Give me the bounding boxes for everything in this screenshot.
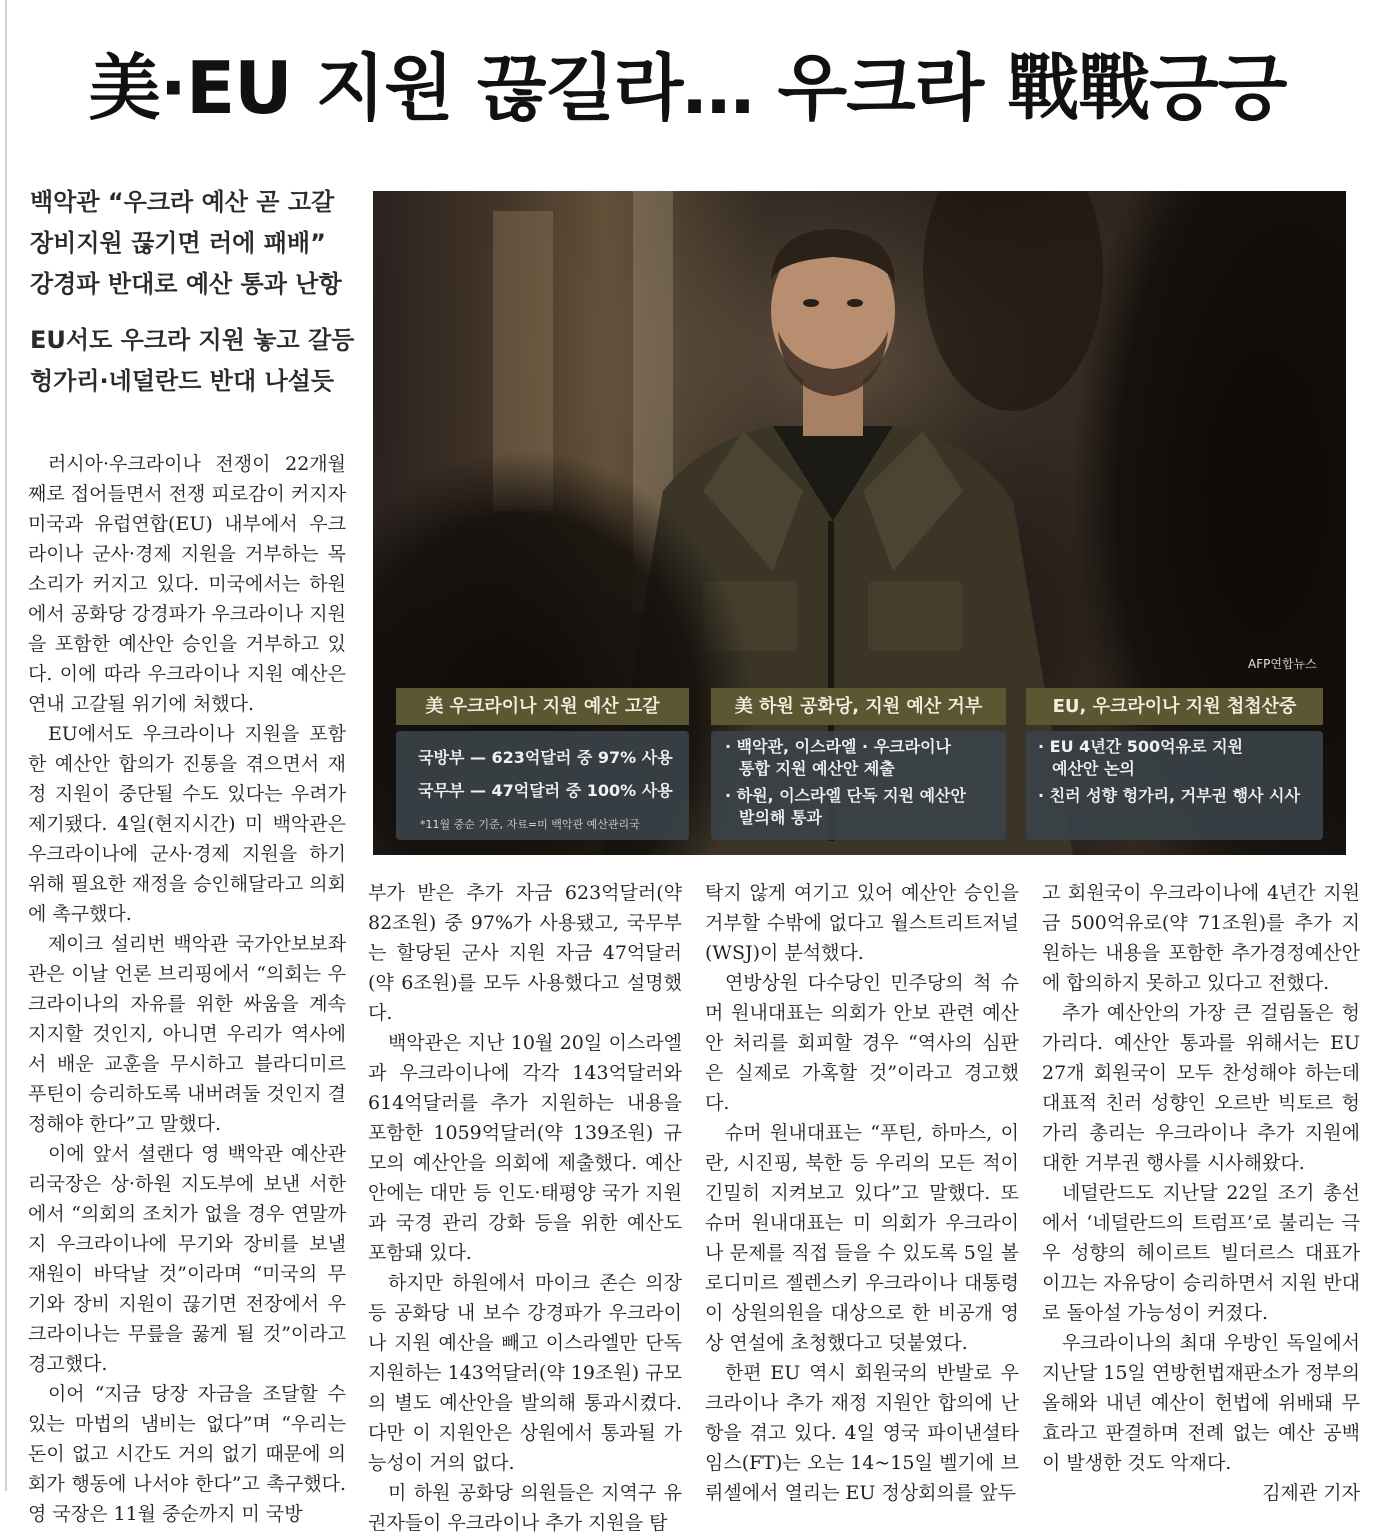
info-bullet: · 백악관, 이스라엘 · 우크라이나 통합 지원 예산안 제출	[725, 737, 951, 778]
budget-stat: 국방부 — 623억달러 중 97% 사용	[418, 748, 673, 767]
article-paragraph: 제이크 설리번 백악관 국가안보보좌관은 이날 언론 브리핑에서 “의회는 우크라이나의 자유를 위한 싸움을 계속 지지할 것인지, 아니면 우리가 역사에서 배운 교훈을 무시하고 블라디미르 푸틴이 승리하도록 내버려둘 것인지 결정해야 한다”고 말했다.	[28, 933, 346, 1135]
article-column-1	[28, 449, 346, 1529]
article-paragraph: 탁지 않게 여기고 있어 예산안 승인을 거부할 수밖에 없다고 월스트리트저널(WSJ)이 분석했다.	[705, 882, 1019, 964]
article-paragraph: 백악관은 지난 10월 20일 이스라엘과 우크라이나에 각각 143억달러와 614억달러를 추가 지원하는 내용을 포함한 1059억달러(약 139조원) 규모의 예산안을 의회에 제출했다. 예산안에는 대만 등 인도·태평양 국가 지원과 국경 관리 강화 등을 위한 예산도 포함돼 있다.	[368, 1032, 682, 1264]
article-paragraph: 이에 앞서 셜랜다 영 백악관 예산관리국장은 상·하원 지도부에 보낸 서한에서 “의회의 조치가 없을 경우 연말까지 우크라이나에 무기와 장비를 보낼 재원이 바닥날 것”이라며 “미국의 무기와 장비 지원이 끊기면 전장에서 우크라이나는 무릎을 꿇게 될 것”이라고 경고했다.	[28, 1143, 346, 1375]
article-column-4	[1042, 878, 1360, 1508]
info-bullet: · 친러 성향 헝가리, 거부권 행사 시사	[1038, 786, 1300, 805]
article-paragraph: 고 회원국이 우크라이나에 4년간 지원금 500억유로(약 71조원)를 추가 지원하는 내용을 포함한 추가경정예산안에 합의하지 못하고 있다고 전했다.	[1042, 882, 1360, 994]
byline: 김제관 기자	[1262, 1482, 1360, 1504]
info-panel-3	[1026, 731, 1323, 840]
subheadline-line: 장비지원 끊기면 러에 패배”	[30, 229, 326, 257]
subheadline-group-2	[30, 320, 360, 402]
headline: 美·EU 지원 끊길라… 우크라 戰戰긍긍	[88, 46, 1287, 130]
article-paragraph: 연방상원 다수당인 민주당의 척 슈머 원내대표는 의회가 안보 관련 예산안 처리를 회피할 경우 “역사의 심판은 실제로 가혹할 것”이라고 경고했다.	[705, 972, 1019, 1114]
info-panel-1-title: 美 우크라이나 지원 예산 고갈	[396, 688, 689, 725]
subheadline-line: 강경파 반대로 예산 통과 난항	[30, 270, 342, 298]
article-paragraph: 슈머 원내대표는 “푸틴, 하마스, 이란, 시진핑, 북한 등 우리의 모든 적이 긴밀히 지켜보고 있다”고 말했다. 또 슈머 원내대표는 미 의회가 우크라이나 문제를 직접 들을 수 있도록 5일 볼로디미르 젤렌스키 우크라이나 대통령이 상원의원을 대상으로 한 비공개 영상 연설에 초청했다고 덧붙였다.	[705, 1122, 1019, 1354]
article-paragraph: EU에서도 우크라이나 지원을 포함한 예산안 합의가 진통을 겪으면서 재정 지원이 중단될 수도 있다는 우려가 제기됐다. 4일(현지시간) 미 백악관은 우크라이나에 군사·경제 지원을 하기 위해 필요한 재정을 승인해달라고 의회에 촉구했다.	[28, 723, 346, 925]
article-column-2	[368, 878, 682, 1538]
left-edge-rule	[5, 0, 7, 1491]
article-paragraph: 러시아·우크라이나 전쟁이 22개월째로 접어들면서 전쟁 피로감이 커지자 미국과 유럽연합(EU) 내부에서 우크라이나 군사·경제 지원을 거부하는 목소리가 커지고 있다. 미국에서는 하원에서 공화당 강경파가 우크라이나 지원을 포함한 예산안 승인을 거부하고 있다. 이에 따라 우크라이나 지원 예산은 연내 고갈될 위기에 처했다.	[28, 453, 346, 715]
article-column-3	[705, 878, 1019, 1508]
subheadline-line: 헝가리·네덜란드 반대 나설듯	[30, 367, 335, 395]
article-paragraph: 추가 예산안의 가장 큰 걸림돌은 헝가리다. 예산안 통과를 위해서는 EU 27개 회원국이 모두 찬성해야 하는데 대표적 친러 성향인 오르반 빅토르 헝가리 총리는 우크라이나 추가 지원에 대한 거부권 행사를 시사해왔다.	[1042, 1002, 1360, 1174]
photo-credit: AFP연합뉴스	[1248, 657, 1317, 671]
info-panel-2-title: 美 하원 공화당, 지원 예산 거부	[711, 688, 1006, 725]
subheadline-line: 백악관 “우크라 예산 곧 고갈	[30, 188, 335, 216]
source-note: *11월 중순 기준, 자료=미 백악관 예산관리국	[420, 818, 640, 831]
article-paragraph: 한편 EU 역시 회원국의 반발로 우크라이나 추가 재정 지원안 합의에 난항을 겪고 있다. 4일 영국 파이낸셜타임스(FT)는 오는 14~15일 벨기에 브뤼셀에서 열리는 EU 정상회의를 앞두	[705, 1362, 1019, 1504]
article-paragraph: 우크라이나의 최대 우방인 독일에서 지난달 15일 연방헌법재판소가 정부의 올해와 내년 예산이 헌법에 위배돼 무효라고 판결하며 전례 없는 예산 공백이 발생한 것도 악재다.	[1042, 1332, 1360, 1474]
article-paragraph: 부가 받은 추가 자금 623억달러(약 82조원) 중 97%가 사용됐고, 국무부는 할당된 군사 지원 자금 47억달러(약 6조원)를 모두 사용했다고 설명했다.	[368, 882, 682, 1024]
article-paragraph: 네덜란드도 지난달 22일 조기 총선에서 ‘네덜란드의 트럼프’로 불리는 극우 성향의 헤이르트 빌더르스 대표가 이끄는 자유당이 승리하면서 지원 반대로 돌아설 가능성이 커졌다.	[1042, 1182, 1360, 1324]
subheadline-group-1	[30, 182, 360, 305]
article-paragraph: 이어 “지금 당장 자금을 조달할 수 있는 마법의 냄비는 없다”며 “우리는 돈이 없고 시간도 거의 없기 때문에 의회가 행동에 나서야 한다”고 촉구했다. 영 국장은 11월 중순까지 미 국방	[28, 1383, 346, 1525]
info-panel-3-title: EU, 우크라이나 지원 첩첩산중	[1026, 688, 1323, 725]
article-paragraph: 하지만 하원에서 마이크 존슨 의장 등 공화당 내 보수 강경파가 우크라이나 지원 예산을 빼고 이스라엘만 단독 지원하는 143억달러(약 19조원) 규모의 별도 예산안을 발의해 통과시켰다. 다만 이 지원안은 상원에서 통과될 가능성이 거의 없다.	[368, 1272, 682, 1474]
article-paragraph: 미 하원 공화당 의원들은 지역구 유권자들이 우크라이나 추가 지원을 탐	[368, 1482, 682, 1534]
budget-stat: 국무부 — 47억달러 중 100% 사용	[418, 781, 673, 800]
subheadline-line: EU서도 우크라 지원 놓고 갈등	[30, 326, 355, 354]
info-panel-2	[711, 731, 1006, 840]
info-bullet: · EU 4년간 500억유로 지원 예산안 논의	[1038, 737, 1244, 778]
info-panel-1	[396, 731, 689, 840]
info-bullet: · 하원, 이스라엘 단독 지원 예산안 발의해 통과	[725, 786, 966, 827]
